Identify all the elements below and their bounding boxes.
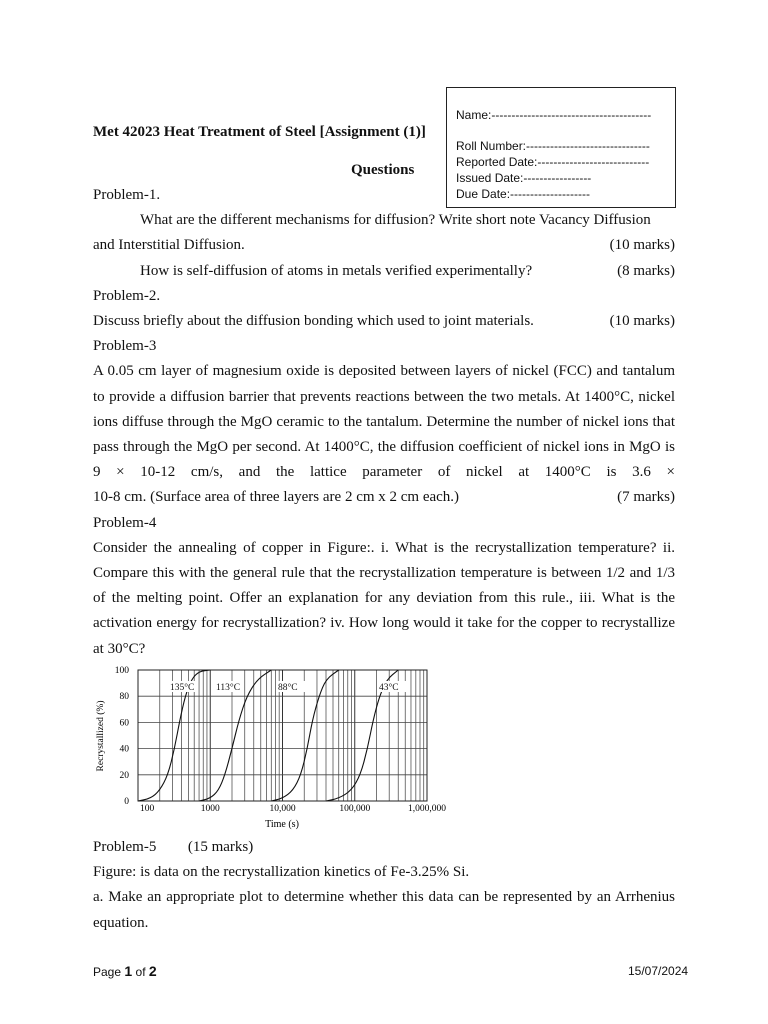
y-tick-label: 40: [119, 744, 129, 755]
x-tick-label: 1000: [200, 804, 220, 814]
recrystallization-chart: [92, 664, 452, 834]
x-tick-label: 1,000,000: [408, 804, 446, 814]
problem2-text: Discuss briefly about the diffusion bonding which used to joint materials.: [93, 313, 534, 330]
chart-x-axis-label: Time (s): [265, 819, 299, 830]
series-label-88°C: 88°C: [278, 683, 298, 693]
problem1-q1-row: [93, 233, 675, 258]
chart-y-axis-label: Recrystallized (%): [96, 700, 106, 772]
page-total: 2: [148, 963, 157, 979]
chart-series-group: [138, 670, 407, 801]
series-label-43°C: 43°C: [379, 683, 399, 693]
y-tick-label: 80: [119, 692, 129, 703]
problem5-line2: a. Make an appropriate plot to determine whether this data can be represented by an Arrhenius equation.: [93, 889, 675, 931]
problem2-marks: (10 marks): [609, 313, 675, 330]
problem5-heading: Problem-5: [93, 839, 157, 855]
footer-date: 15/07/2024: [628, 964, 689, 978]
problems-section-bottom: [93, 835, 675, 936]
x-tick-label: 100: [140, 804, 155, 814]
problem1-q1-line1: What are the different mechanisms for diffusion? Write short note Vacancy Diffusion: [140, 212, 651, 229]
problem1-q1-line2: and Interstitial Diffusion.: [93, 237, 245, 254]
problem5-line1: Figure: is data on the recrystallization kinetics of Fe-3.25% Si.: [93, 864, 470, 881]
y-tick-label: 100: [114, 666, 129, 676]
questions-heading: Questions: [351, 162, 415, 178]
document-title: Met 42023 Heat Treatment of Steel [Assignment (1)]: [93, 124, 426, 140]
x-tick-label: 100,000: [339, 804, 371, 814]
problem2-row: [93, 309, 675, 334]
series-label-113°C: 113°C: [216, 683, 241, 693]
problem5-heading-row: [93, 835, 675, 860]
reported-date-field: Reported Date:----------------------------: [456, 155, 650, 169]
problem1-heading: Problem-1.: [93, 187, 161, 203]
problem3-marks: (7 marks): [617, 489, 675, 506]
problems-section-top: [93, 183, 675, 662]
due-date-field: Due Date:--------------------: [456, 187, 590, 201]
page-current: 1: [124, 963, 133, 979]
problem4-heading: Problem-4: [93, 514, 157, 531]
roll-number-field: Roll Number:-------------------------------: [456, 139, 650, 153]
problem1-q1-marks: (10 marks): [609, 237, 675, 254]
page-prefix: Page: [93, 965, 122, 979]
series-label-135°C: 135°C: [170, 683, 195, 693]
problem5-marks: (15 marks): [187, 839, 254, 855]
y-tick-label: 20: [119, 770, 129, 781]
name-field: Name:----------------------------------------: [456, 108, 652, 122]
problem4-text: Consider the annealing of copper in Figure:. i. What is the recrystallization temperature? ii. Compare this with the general rule that the recrystallization temperature is between 1/2 and 1/3 of the melting point. Offer an explanation for any deviation from this rule., iii. What is the activation energy for recrystallization? iv. How long would it take for the copper to recrystallize at 30°C?: [93, 539, 675, 657]
problem3-last-line: 10-8 cm. (Surface area of three layers are 2 cm x 2 cm each.): [93, 489, 460, 506]
page-number: [93, 963, 157, 979]
problem2-heading: Problem-2.: [93, 287, 161, 304]
problem3-heading: Problem-3: [93, 338, 157, 355]
y-tick-label: 60: [119, 718, 129, 729]
issued-date-field: Issued Date:-----------------: [456, 171, 592, 185]
problem1-q2: How is self-diffusion of atoms in metals verified experimentally?: [140, 262, 533, 279]
y-tick-label: 0: [124, 797, 129, 807]
page-of: of: [135, 965, 146, 979]
x-tick-label: 10,000: [269, 804, 296, 814]
problem3-last-row: [93, 485, 675, 510]
problem1-q2-row: [93, 259, 675, 284]
problem1-q2-marks: (8 marks): [617, 262, 675, 279]
problem3-text: A 0.05 cm layer of magnesium oxide is deposited between layers of nickel (FCC) and tantalum to provide a diffusion barrier that prevents reactions between the two metals. At 1400°C, nickel ions diffuse through the MgO ceramic to the tantalum. Determine the number of nickel ions that pass through the MgO per second. At 1400°C, the diffusion coefficient of nickel ions in MgO is 9 × 10-12 cm/s, and the lattice parameter of nickel at 1400°C is 3.6 ×: [93, 363, 675, 481]
